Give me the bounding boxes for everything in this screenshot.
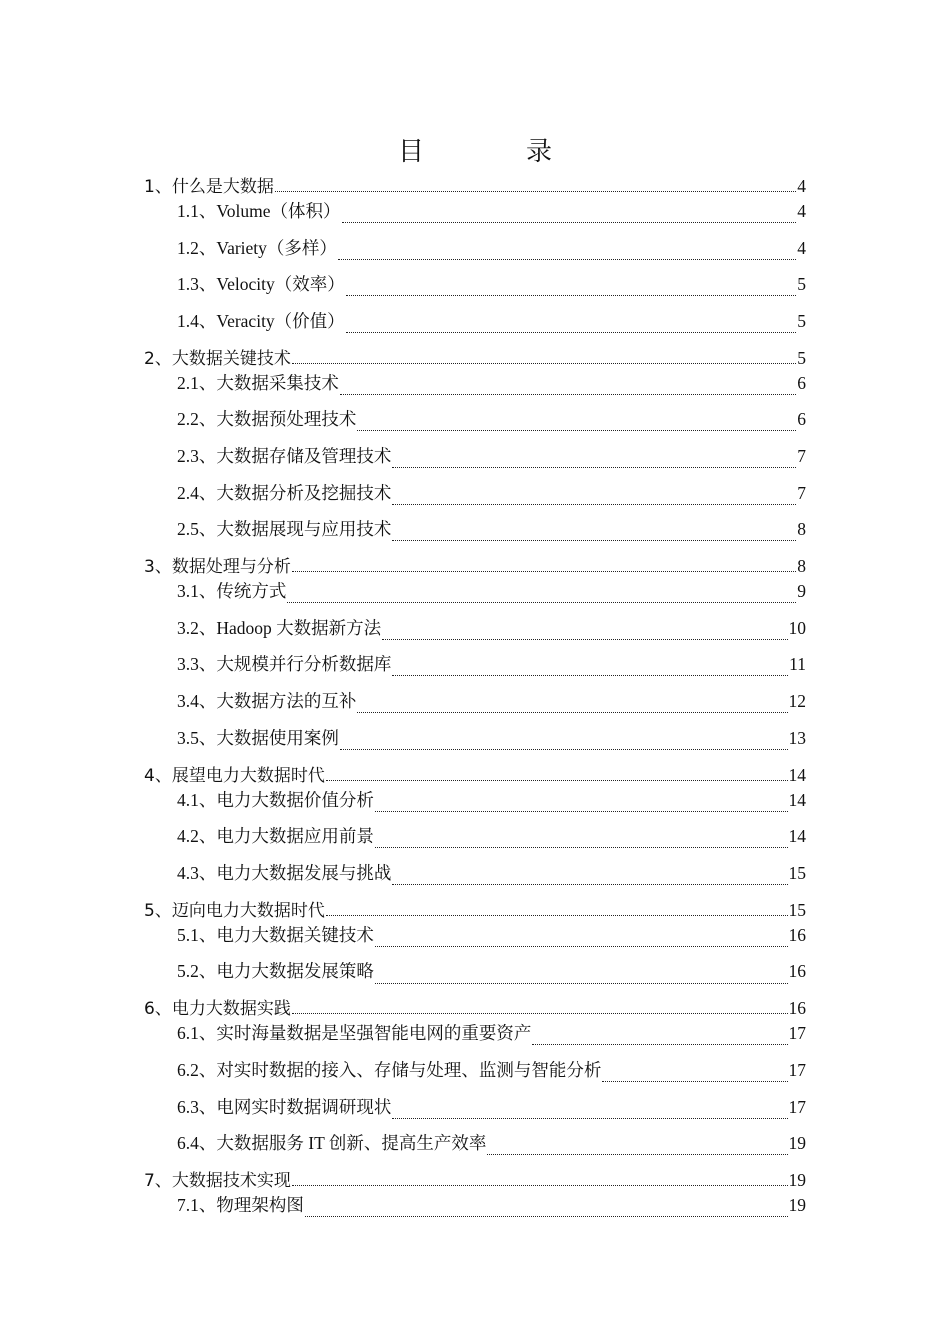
- dot-leader: [346, 319, 797, 337]
- dot-leader: [392, 870, 787, 888]
- toc-page-number: 13: [788, 727, 806, 748]
- dot-leader: [375, 932, 788, 950]
- toc-section-entry[interactable]: [144, 1193, 806, 1230]
- toc-chapter-entry[interactable]: [144, 554, 806, 579]
- dot-leader: [392, 527, 796, 545]
- dot-leader: [382, 625, 787, 643]
- toc-page-number: 4: [797, 176, 806, 196]
- toc-entry-label: 2.2、大数据预处理技术: [177, 409, 357, 430]
- dot-leader: [375, 834, 788, 852]
- toc-section-entry[interactable]: [144, 371, 806, 408]
- toc-chapter-entry[interactable]: [144, 174, 806, 199]
- dot-leader: [326, 767, 788, 784]
- toc-page-number: 8: [797, 556, 806, 577]
- toc-page-number: 16: [788, 998, 806, 1019]
- toc-entry-label: 3.2、Hadoop 大数据新方法: [177, 617, 382, 638]
- toc-section-entry[interactable]: [144, 272, 806, 309]
- toc-page-number: 17: [788, 1096, 806, 1117]
- toc-section-entry[interactable]: [144, 517, 806, 554]
- toc-section-entry[interactable]: [144, 309, 806, 346]
- toc-page-number: 7: [797, 445, 806, 466]
- dot-leader: [357, 417, 796, 435]
- toc-section-entry[interactable]: [144, 444, 806, 481]
- toc-chapter-entry[interactable]: [144, 898, 806, 923]
- toc-entry-label: 6.4、大数据服务 IT 创新、提高生产效率: [177, 1133, 487, 1154]
- dot-leader: [326, 902, 788, 919]
- dot-leader: [392, 1104, 787, 1122]
- toc-section-entry[interactable]: [144, 923, 806, 960]
- toc-page-number: 19: [788, 1170, 806, 1191]
- dot-leader: [287, 589, 796, 607]
- toc-chapter-entry[interactable]: [144, 346, 806, 371]
- toc-chapter-entry[interactable]: [144, 996, 806, 1021]
- toc-section-entry[interactable]: [144, 481, 806, 518]
- dot-leader: [375, 969, 788, 987]
- toc-entry-label: 4.1、电力大数据价值分析: [177, 789, 374, 810]
- toc-page-number: 6: [797, 409, 806, 430]
- toc-page-number: 14: [788, 764, 806, 785]
- toc-entry-label: 7.1、物理架构图: [177, 1195, 304, 1216]
- toc-page-number: 5: [797, 347, 806, 368]
- toc-entry-label: 2.3、大数据存储及管理技术: [177, 445, 392, 466]
- dot-leader: [487, 1141, 787, 1159]
- toc-entry-label: 1、什么是大数据: [144, 177, 274, 197]
- toc-section-entry[interactable]: [144, 616, 806, 653]
- toc-entry-label: 5.2、电力大数据发展策略: [177, 961, 374, 982]
- toc-page-number: 9: [797, 581, 806, 602]
- toc-section-entry[interactable]: [144, 1021, 806, 1058]
- dot-leader: [532, 1031, 787, 1049]
- toc-entry-label: 6.3、电网实时数据调研现状: [177, 1096, 392, 1117]
- dot-leader: [292, 1000, 788, 1017]
- table-of-contents: [144, 174, 806, 1230]
- toc-entry-label: 7、大数据技术实现: [144, 1171, 291, 1192]
- toc-section-entry[interactable]: [144, 788, 806, 825]
- toc-page-number: 5: [797, 274, 806, 295]
- dot-leader: [340, 380, 796, 398]
- toc-page-number: 19: [788, 1195, 806, 1216]
- toc-page-number: 8: [797, 519, 806, 540]
- toc-page-number: 4: [797, 237, 806, 258]
- dot-leader: [275, 178, 796, 195]
- toc-page-number: 15: [788, 862, 806, 883]
- toc-section-entry[interactable]: [144, 861, 806, 898]
- dot-leader: [305, 1203, 788, 1221]
- toc-entry-label: 5、迈向电力大数据时代: [144, 900, 325, 921]
- toc-entry-label: 3.1、传统方式: [177, 581, 287, 602]
- toc-page-number: 14: [788, 826, 806, 847]
- toc-page-number: 12: [788, 690, 806, 711]
- dot-leader: [392, 662, 788, 680]
- toc-page-number: 15: [788, 899, 806, 920]
- toc-section-entry[interactable]: [144, 407, 806, 444]
- toc-section-entry[interactable]: [144, 1131, 806, 1168]
- toc-section-entry[interactable]: [144, 1095, 806, 1132]
- toc-page-number: 10: [788, 617, 806, 638]
- toc-page-number: 17: [788, 1023, 806, 1044]
- toc-chapter-entry[interactable]: [144, 763, 806, 788]
- toc-page-number: 17: [788, 1059, 806, 1080]
- dot-leader: [292, 350, 796, 367]
- toc-entry-label: 1.1、Volume（体积）: [177, 201, 341, 221]
- toc-entry-label: 2.1、大数据采集技术: [177, 372, 339, 393]
- toc-page-number: 6: [797, 372, 806, 393]
- toc-entry-label: 3、数据处理与分析: [144, 557, 291, 578]
- toc-page-number: 14: [788, 789, 806, 810]
- dot-leader: [357, 698, 787, 716]
- toc-entry-label: 1.4、Veracity（价值）: [177, 310, 345, 331]
- toc-entry-label: 4、展望电力大数据时代: [144, 765, 325, 786]
- page-title: 目 录: [397, 137, 590, 167]
- toc-entry-label: 6.2、对实时数据的接入、存储与处理、监测与智能分析: [177, 1059, 602, 1080]
- toc-entry-label: 3.5、大数据使用案例: [177, 727, 339, 748]
- dot-leader: [392, 454, 796, 472]
- dot-leader: [338, 245, 796, 263]
- toc-page-number: 19: [788, 1133, 806, 1154]
- dot-leader: [346, 282, 797, 300]
- toc-entry-label: 4.3、电力大数据发展与挑战: [177, 862, 392, 883]
- toc-page-number: 7: [797, 482, 806, 503]
- toc-page-number: 4: [797, 201, 806, 221]
- toc-entry-label: 6.1、实时海量数据是坚强智能电网的重要资产: [177, 1023, 532, 1044]
- toc-section-entry[interactable]: [144, 236, 806, 273]
- toc-entry-label: 4.2、电力大数据应用前景: [177, 826, 374, 847]
- toc-section-entry[interactable]: [144, 959, 806, 996]
- toc-entry-label: 2.5、大数据展现与应用技术: [177, 519, 392, 540]
- toc-chapter-entry[interactable]: [144, 1168, 806, 1193]
- dot-leader: [292, 558, 796, 575]
- toc-entry-label: 6、电力大数据实践: [144, 999, 291, 1020]
- toc-section-entry[interactable]: [144, 726, 806, 763]
- toc-page-number: 16: [788, 961, 806, 982]
- toc-entry-label: 1.2、Variety（多样）: [177, 237, 337, 258]
- toc-section-entry[interactable]: [144, 689, 806, 726]
- dot-leader: [292, 1172, 788, 1189]
- toc-page-number: 11: [789, 654, 806, 675]
- dot-leader: [375, 797, 788, 815]
- dot-leader: [340, 735, 788, 753]
- dot-leader: [392, 490, 796, 508]
- toc-section-entry[interactable]: [144, 199, 806, 236]
- toc-entry-label: 2.4、大数据分析及挖掘技术: [177, 482, 392, 503]
- dot-leader: [342, 209, 797, 227]
- dot-leader: [602, 1067, 787, 1085]
- toc-entry-label: 3.3、大规模并行分析数据库: [177, 654, 392, 675]
- toc-section-entry[interactable]: [144, 824, 806, 861]
- toc-section-entry[interactable]: [144, 652, 806, 689]
- toc-section-entry[interactable]: [144, 579, 806, 616]
- toc-section-entry[interactable]: [144, 1058, 806, 1095]
- toc-entry-label: 2、大数据关键技术: [144, 348, 291, 369]
- toc-entry-label: 5.1、电力大数据关键技术: [177, 924, 374, 945]
- toc-page-number: 16: [788, 924, 806, 945]
- toc-entry-label: 3.4、大数据方法的互补: [177, 690, 357, 711]
- toc-entry-label: 1.3、Velocity（效率）: [177, 274, 345, 295]
- toc-page-number: 5: [797, 310, 806, 331]
